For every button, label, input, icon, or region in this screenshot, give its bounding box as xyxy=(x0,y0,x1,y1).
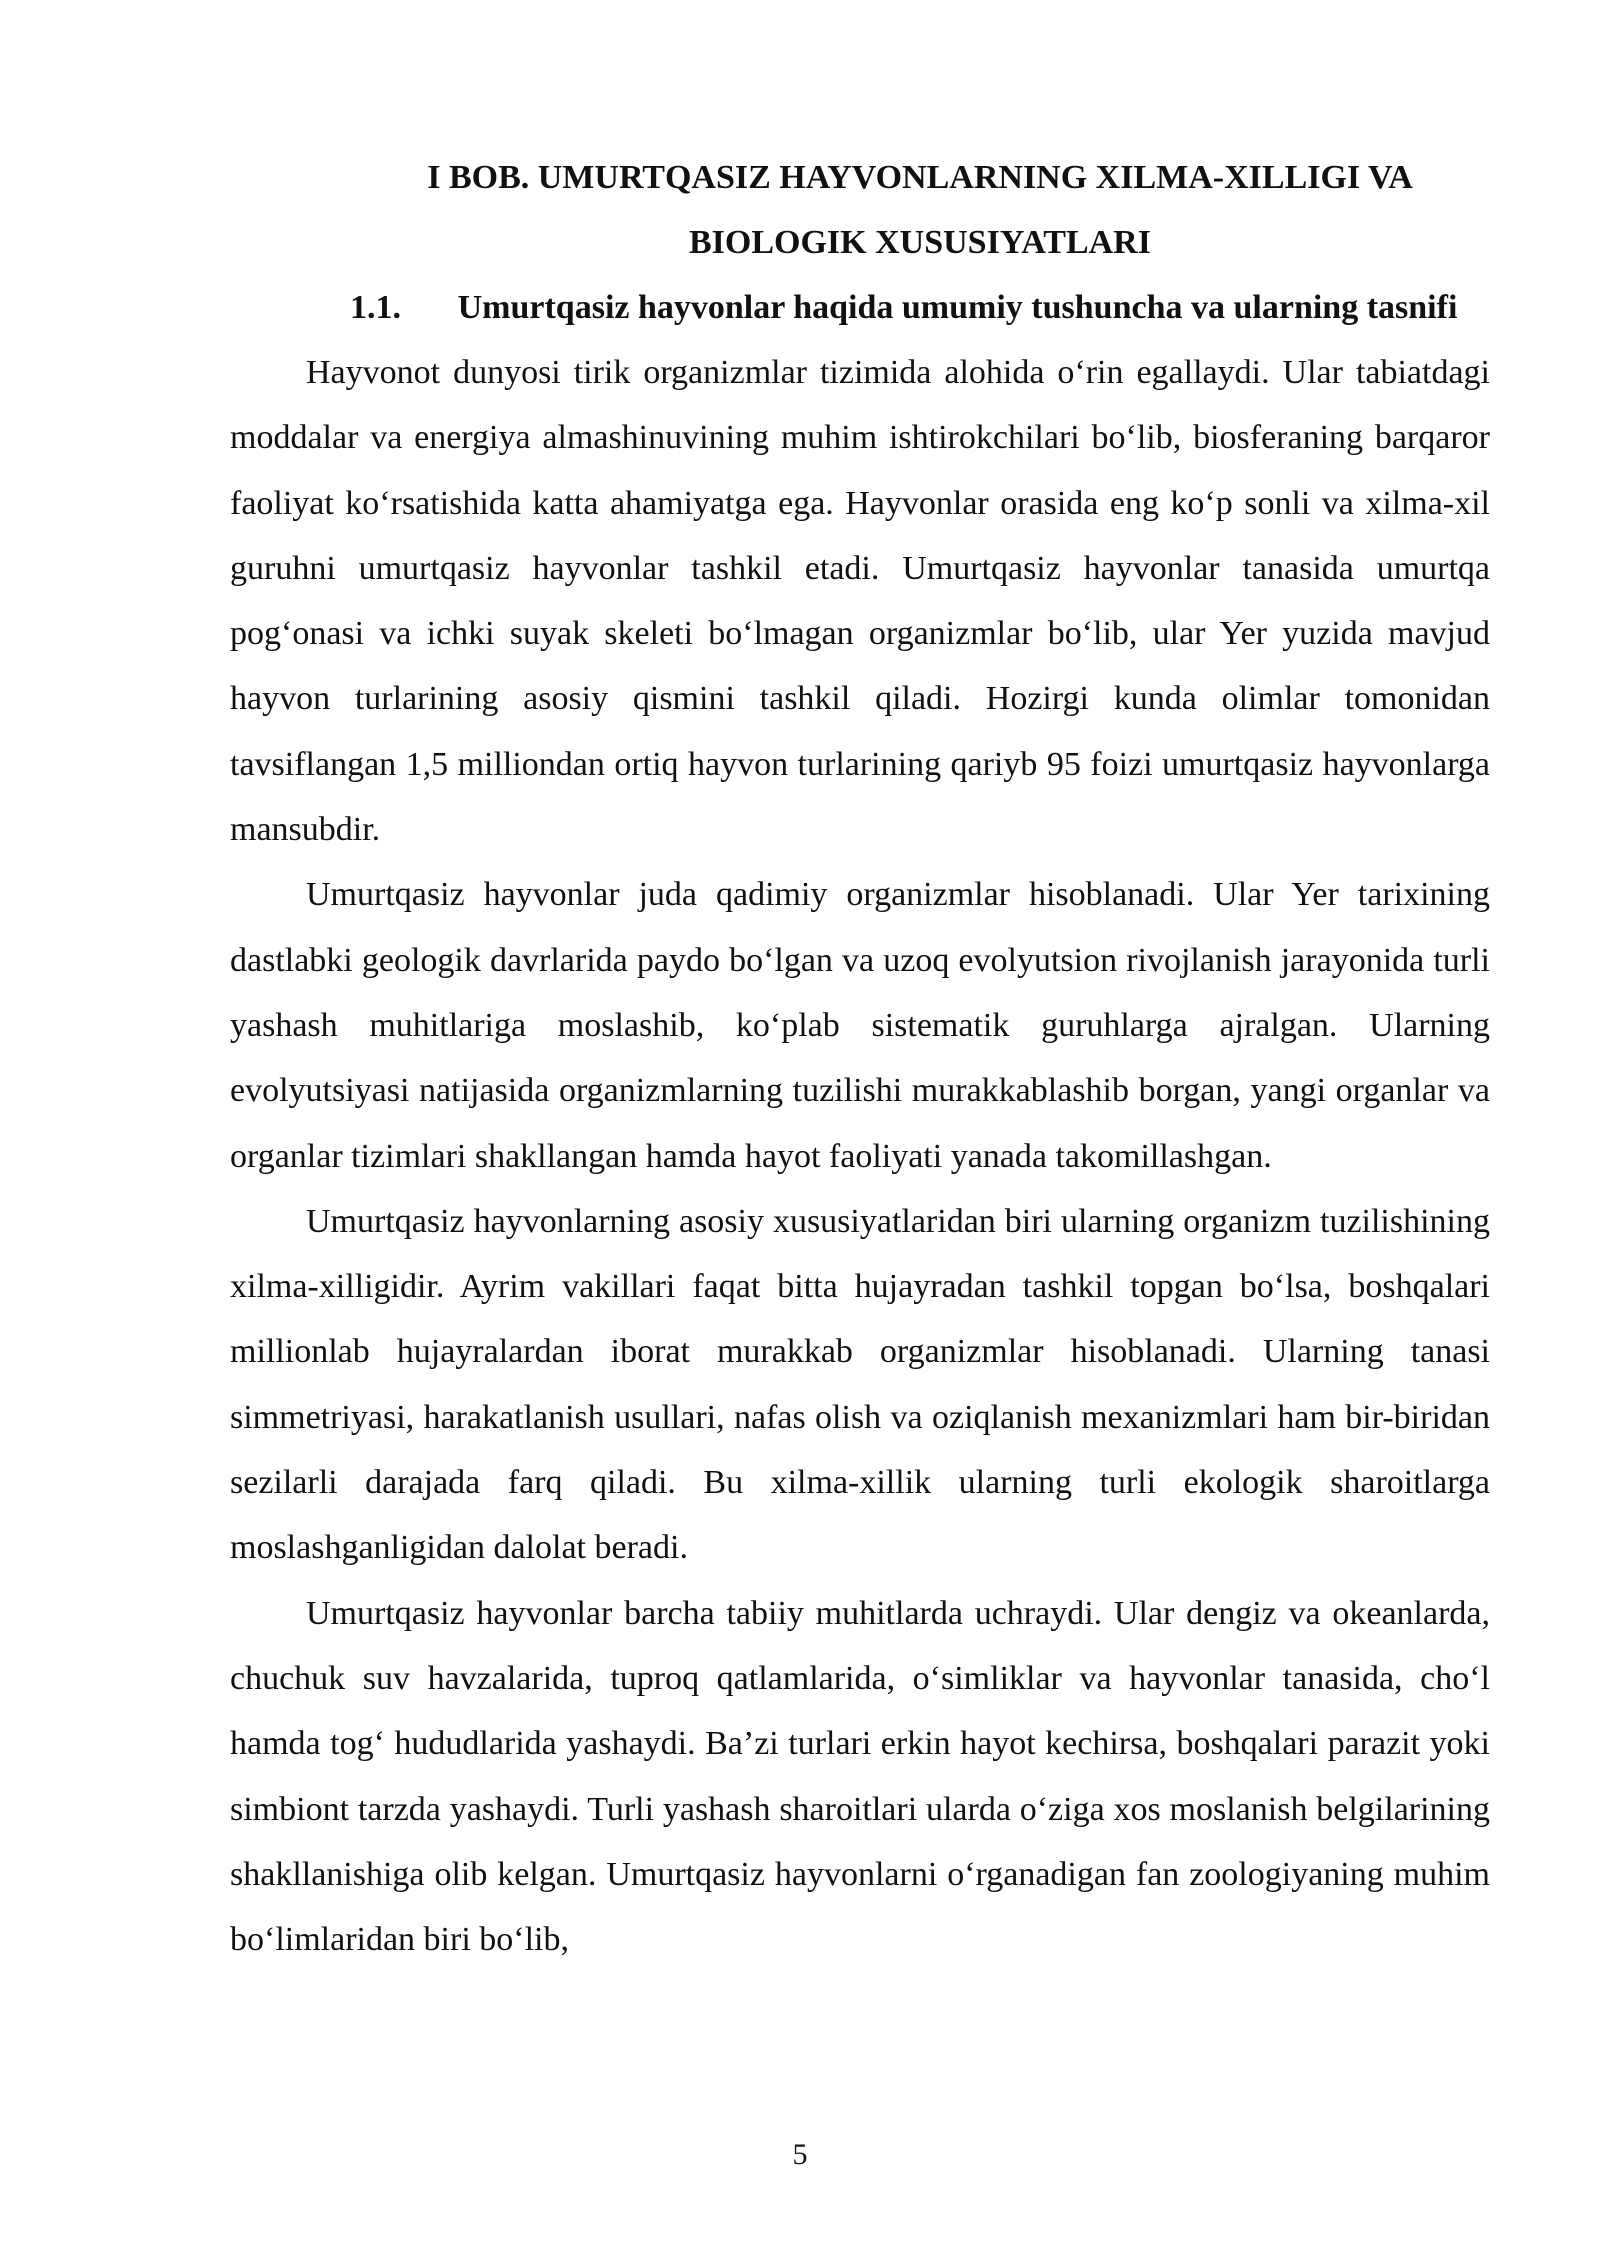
section-title: Umurtqasiz hayvonlar haqida umumiy tushuncha va ularning tasnifi xyxy=(457,289,1458,326)
section-heading xyxy=(230,275,1490,340)
paragraph-3: Umurtqasiz hayvonlarning asosiy xususiyatlaridan biri ularning organizm tuzilishining xilma-xilligidir. Ayrim vakillari faqat bitta hujayradan tashkil topgan bo‘lsa, boshqalari millionlab hujayralardan iborat murakkab organizmlar hisoblanadi. Ularning tanasi simmetriyasi, harakatlanish usullari, nafas olish va oziqlanish mexanizmlari ham bir-biridan sezilarli darajada farq qiladi. Bu xilma-xillik ularning turli ekologik sharoitlarga moslashganligidan dalolat beradi. xyxy=(230,1202,1490,1567)
paragraph-2: Umurtqasiz hayvonlar juda qadimiy organizmlar hisoblanadi. Ular Yer tarixining dastlabki geologik davrlarida paydo bo‘lgan va uzoq evolyutsion rivojlanish jarayonida turli yashash muhitlariga moslashib, ko‘plab sistematik guruhlarga ajralgan. Ularning evolyutsiyasi natijasida organizmlarning tuzilishi murakkablashib borgan, yangi organlar va organlar tizimlari shakllangan hamda hayot faoliyati yanada takomillashgan. xyxy=(230,876,1490,1175)
section-number: 1.1. xyxy=(350,289,401,326)
page-number: 5 xyxy=(792,2138,808,2171)
paragraph-4: Umurtqasiz hayvonlar barcha tabiiy muhitlarda uchraydi. Ular dengiz va okeanlarda, chuchuk suv havzalarida, tuproq qatlamlarida, o‘simliklar va hayvonlar tanasida, cho‘l hamda tog‘ hududlarida yashaydi. Ba’zi turlari erkin hayot kechirsa, boshqalari parazit yoki simbiont tarzda yashaydi. Turli yashash sharoitlari ularda o‘ziga xos moslanish belgilarining shakllanishiga olib kelgan. Umurtqasiz hayvonlarni o‘rganadigan fan zoologiyaning muhim bo‘limlaridan biri bo‘lib, xyxy=(230,1594,1490,1959)
chapter-title: I BOB. UMURTQASIZ HAYVONLARNING XILMA-XILLIGI VA BIOLOGIK XUSUSIYATLARI xyxy=(427,159,1413,261)
paragraph-1: Hayvonot dunyosi tirik organizmlar tizimida alohida o‘rin egallaydi. Ular tabiatdagi moddalar va energiya almashinuvining muhim ishtirokchilari bo‘lib, biosferaning barqaror faoliyat ko‘rsatishida katta ahamiyatga ega. Hayvonlar orasida eng ko‘p sonli va xilma-xil guruhni umurtqasiz hayvonlar tashkil etadi. Umurtqasiz hayvonlar tanasida umurtqa pog‘onasi va ichki suyak skeleti bo‘lmagan organizmlar bo‘lib, ular Yer yuzida mavjud hayvon turlarining asosiy qismini tashkil qiladi. Hozirgi kunda olimlar tomonidan tavsiflangan 1,5 milliondan ortiq hayvon turlarining qariyb 95 foizi umurtqasiz hayvonlarga mansubdir. xyxy=(230,354,1490,849)
document-page xyxy=(230,145,1490,1972)
